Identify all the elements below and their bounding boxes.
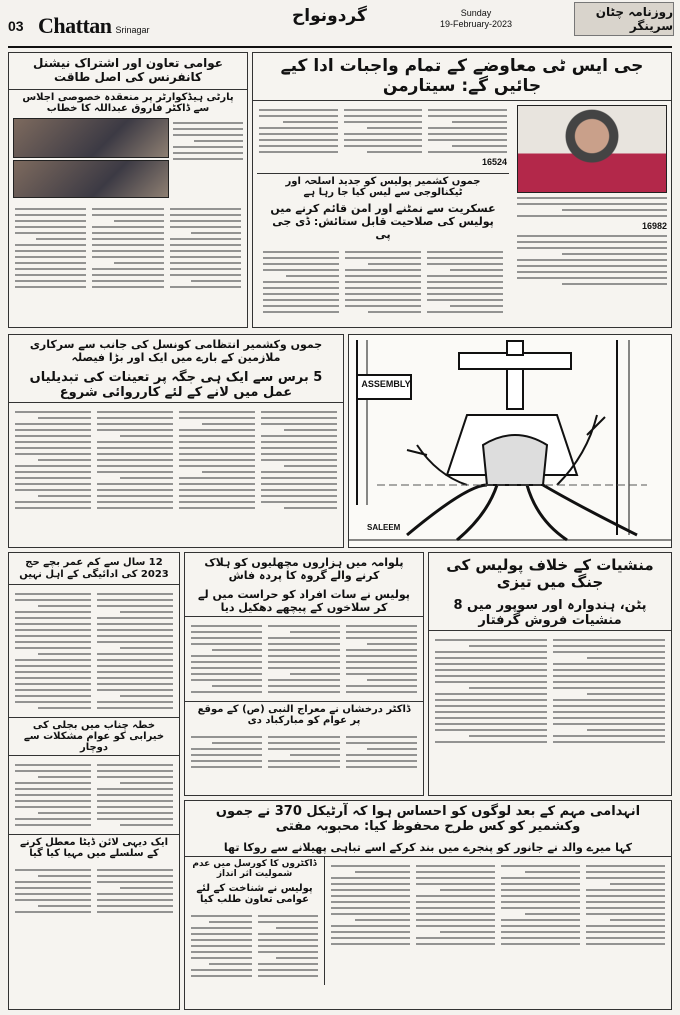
story-mehbooba: [184, 800, 672, 1010]
subhead-admin: 5 برس سے ایک ہی جگہ پر تعینات کی تبدیلیاں عمل میں لانے کے لئے کارروائی شروع: [9, 368, 343, 403]
photo-nc-meeting-1: [13, 118, 169, 158]
story-fish: [184, 552, 424, 796]
subhead-narcotics: پٹن، ہندوارہ اور سوپور میں 8 منشیات فروش گرفتار: [429, 596, 671, 631]
day-label: Sunday: [460, 8, 492, 18]
figure-16982: 16982: [641, 221, 667, 232]
subhead-nc: پارٹی ہیڈکوارٹر پر منعقدہ خصوصی اجلاس سے ڈاکٹر فاروق عبداللہ کا خطاب: [22, 91, 234, 114]
cartoon-signature: SALEEM: [367, 523, 401, 532]
story-admin-council: [8, 334, 344, 548]
dateline: [440, 8, 512, 30]
date-label: 19-February-2023: [440, 19, 513, 29]
page-number: 03: [8, 18, 24, 34]
headline-miraj: ڈاکٹر درخشاں نے معراج النبی (ص) کے موقع پر عوام کو مبارکباد دی: [185, 701, 423, 728]
brand-logo: Chattan: [38, 13, 112, 38]
gst-body: [253, 101, 513, 323]
headline-hajj: 12 سال سے کم عمر بچے حج 2023 کی ادائیگی کے اہل نہیں: [9, 553, 179, 585]
story-hajj: [8, 552, 180, 1010]
story-narcotics: [428, 552, 672, 796]
headline-admin: جموں وکشمیر انتظامی کونسل کی جانب سے سرکاری ملازمین کے بارے میں ایک اور بڑا فیصلہ: [29, 338, 323, 364]
headline-khutba: خطہ چناب میں بجلی کی خیرابی کو عوام مشکلات سے دوچار: [9, 717, 179, 756]
subhead-police-modern: عسکریت سے نمٹنے اور امن قائم کرنے میں پولیس کی صلاحیت قابل ستائش: ڈی جی پی: [270, 202, 496, 242]
story-nc: [8, 52, 248, 328]
figure-16524: 16524: [481, 157, 507, 168]
headline-narcotics: منشیات کے خلاف پولیس کی جنگ میں تیزی: [446, 556, 654, 592]
subhead-fish: پولیس نے سات افراد کو حراست میں لے کر سلاخوں کے پیچھے دھکیل دیا: [185, 586, 423, 617]
cartoon-drawing: [348, 335, 671, 548]
story-gst: [252, 52, 672, 328]
headline-police-modern: جموں کشمیر پولیس کو جدید اسلحہ اور ٹیکنالوجی سے لیس کیا جا رہا ہے: [285, 176, 481, 199]
cartoon-assembly-label: ASSEMBLY: [361, 379, 411, 389]
headline-acd: ایک دیہی لائن ڈیٹا معطل کرنے کے سلسلے میں مہیا کیا گیا: [9, 834, 179, 861]
headline-fish: پلوامہ میں ہزاروں مچھلیوں کو ہلاک کرنے والے گروہ کا پردہ فاش: [204, 556, 404, 582]
story-police-modern: [257, 173, 509, 321]
headline-doctors: ڈاکٹروں کا کورسل میں عدم شمولیت اثر انداز: [192, 858, 317, 879]
editorial-cartoon: [348, 334, 672, 548]
story-doctors: [185, 857, 325, 985]
headline-nc: عوامی تعاون اور اشتراک نیشنل کانفرنس کی اصل طاقت: [9, 53, 247, 90]
photo-sitharaman: [517, 105, 667, 193]
subhead-doctors: پولیس نے شناخت کے لئے عوامی تعاون طلب کیا: [196, 882, 313, 905]
photo-nc-meeting-2: [13, 160, 169, 198]
section-title: گردونواح: [292, 6, 367, 26]
brand-subtitle: Srinagar: [115, 25, 150, 35]
subhead-mehbooba: کہا میرے والد نے جانور کو پنجرے میں بند کرکے اسے تباہی پھیلانے سے روکا تھا: [185, 839, 671, 857]
headline-gst: جی ایس ٹی معاوضے کے تمام واجبات ادا کیے جائیں گے: سیتارمن: [253, 53, 671, 101]
urdu-masthead: روزنامہ چٹان سرینگر: [574, 2, 674, 36]
headline-mehbooba: انہدامی مہم کے بعد لوگوں کو احساس ہوا کہ آرٹیکل 370 نے جموں وکشمیر کو کس طرح محفوظ کیا: محبوبہ مفتی: [215, 804, 641, 834]
